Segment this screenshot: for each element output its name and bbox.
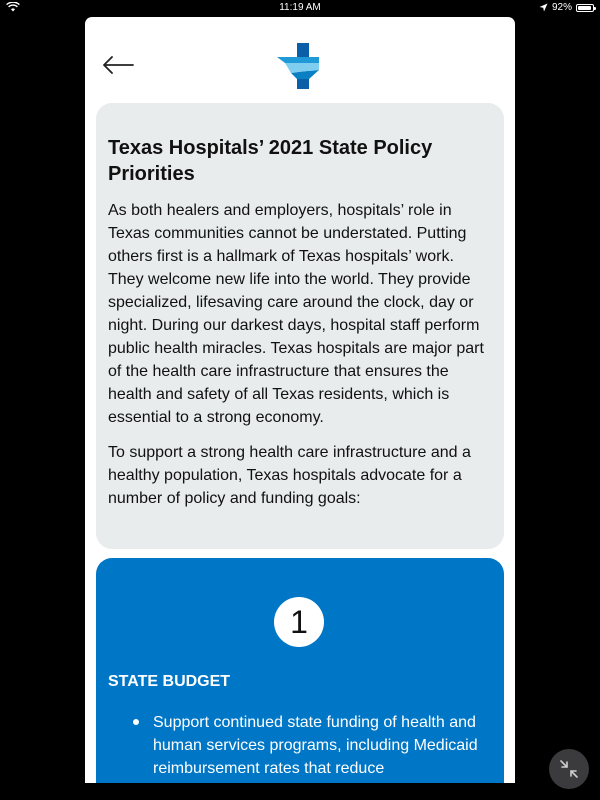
list-item-text: Support continued state funding of health and human services programs, including Medicaid reimbursement rates that reduce	[153, 714, 478, 777]
collapse-arrows-icon	[549, 749, 589, 789]
battery-fill	[578, 6, 591, 10]
page-title: Texas Hospitals’ 2021 State Policy Priorities	[108, 137, 433, 185]
content-sheet	[85, 17, 515, 783]
location-arrow-icon	[539, 3, 548, 12]
back-button[interactable]	[101, 53, 135, 77]
status-right	[539, 2, 594, 13]
priority-number-badge: 1	[274, 597, 324, 647]
arrow-left-icon	[101, 53, 135, 77]
status-bar	[0, 0, 600, 16]
section-heading: STATE BUDGET	[108, 673, 231, 690]
status-time: 11:19 AM	[279, 2, 321, 13]
battery-percent: 92%	[551, 2, 572, 13]
battery-icon	[576, 4, 594, 12]
logo-icon	[277, 43, 323, 89]
battery-tip	[594, 7, 596, 10]
intro-card	[96, 103, 504, 549]
list-item	[153, 711, 515, 780]
intro-paragraph: To support a strong health care infrastructure and a healthy population, Texas hospitals advocate for a number of policy and funding goals:	[108, 444, 471, 507]
bullet-dot	[133, 719, 139, 725]
priority-card-state-budget	[96, 558, 504, 783]
collapse-button[interactable]	[549, 749, 589, 789]
intro-paragraph: As both healers and employers, hospitals’ role in Texas communities cannot be understated. Putting others first is a hallmark of Texas hospitals’ work. They welcome new life into the world. They provide specialized, lifesaving care around the clock, day or night. During our darkest days, hospital staff perform public health miracles. Texas hospitals are major part of the health care infrastructure that ensures the health and safety of all Texas residents, which is essential to a strong economy.	[108, 202, 484, 426]
bullet-list	[108, 711, 515, 780]
